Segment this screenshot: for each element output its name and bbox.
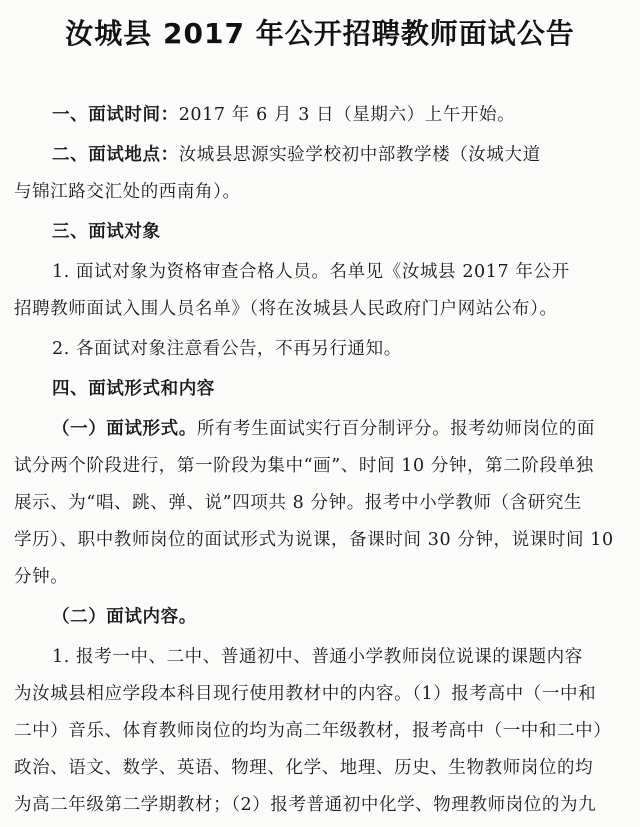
section-4-sub2-line3: 二中）音乐、体育教师岗位的均为高二年级教材，报考高中（一中和二中）: [14, 721, 612, 741]
section-1-line: [52, 103, 632, 127]
section-4-sub2-label: （二）面试内容。: [52, 607, 197, 627]
section-1-heading: 一、面试时间：: [52, 105, 179, 125]
section-4-heading: 四、面试形式和内容: [52, 379, 215, 399]
section-3-p1-line1: 1. 面试对象为资格审查合格人员。名单见《汝城县 2017 年公开: [52, 262, 570, 282]
section-4-sub1-line3: 展示、为“唱、跳、弹、说”四项共 8 分钟。报考中小学教师（含研究生: [14, 493, 583, 513]
section-4-sub2-line1: 1. 报考一中、二中、普通初中、普通小学教师岗位说课的课题内容: [52, 647, 583, 667]
section-2-heading: 二、面试地点：: [52, 145, 179, 165]
section-2-text-cont: 与锦江路交汇处的西南角）。: [14, 182, 241, 202]
section-4-sub1-line4: 学历）、职中教师岗位的面试形式为说课，备课时间 30 分钟，说课时间 10: [14, 530, 614, 550]
section-4-sub2-line2: 为汝城县相应学段本科目现行使用教材中的内容。（1）报考高中（一中和: [14, 684, 597, 704]
section-2-line: [52, 143, 632, 167]
document-title: 汝城县 2017 年公开招聘教师面试公告: [65, 17, 575, 50]
section-4-sub1-line5: 分钟。: [14, 567, 69, 587]
section-3-p2: 2. 各面试对象注意看公告，不再另行通知。: [52, 339, 402, 359]
section-3-heading: 三、面试对象: [52, 222, 161, 242]
section-4-sub1-label: （一）面试形式。: [52, 419, 197, 439]
section-4-sub2-line4: 政治、语文、数学、英语、物理、化学、地理、历史、生物教师岗位的均: [14, 758, 594, 778]
section-1-text: 2017 年 6 月 3 日（星期六）上午开始。: [178, 105, 516, 125]
section-4-sub2-line5: 为高二年级第二学期教材；（2）报考普通初中化学、物理教师岗位的为九: [14, 795, 597, 815]
section-3-p1-line2: 招聘教师面试入围人员名单》（将在汝城县人民政府门户网站公布）。: [14, 299, 558, 319]
section-2-text: 汝城县思源实验学校初中部教学楼（汝城大道: [178, 145, 541, 165]
section-4-sub1-line2: 试分两个阶段进行，第一阶段为集中“画”、时间 10 分钟，第二阶段单独: [14, 456, 594, 476]
section-4-sub1-text: 所有考生面试实行百分制评分。报考幼师岗位的面: [196, 419, 596, 439]
section-4-sub1-line1: [52, 417, 632, 441]
